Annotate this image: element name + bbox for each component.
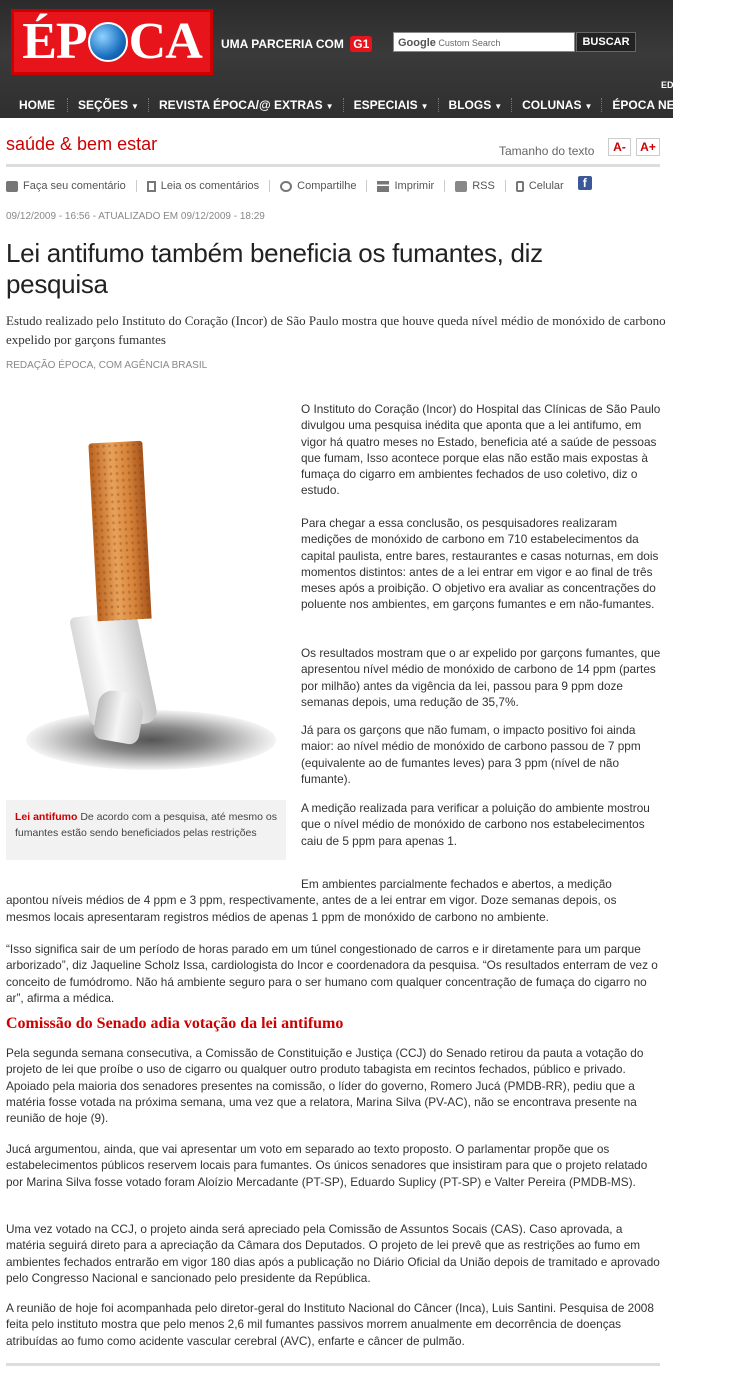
chevron-down-icon: ▼	[494, 102, 503, 111]
paragraph: “Isso significa sair de um período de horas parado em um túnel congestionado de carros e ir diretamente para um parque arborizado”, diz Jaqueline Scholz Issa, cardiologista do Incor e coordenadora da pesquisa. “Os resultados enterram de vez o conceito de fumódromo. Não há ambiente seguro para o ser humano com qualquer concentração de fumaça do cigarro no ar”, afirma a médica.	[6, 942, 658, 1005]
article-byline: REDAÇÃO ÉPOCA, COM AGÊNCIA BRASIL	[6, 360, 208, 371]
rss-icon	[455, 181, 467, 192]
epoca-logo[interactable]	[11, 9, 213, 75]
edition-label[interactable]: ED	[661, 80, 674, 90]
chevron-down-icon: ▼	[420, 102, 429, 111]
paragraph: A reunião de hoje foi acompanhada pelo diretor-geral do Instituto Nacional do Câncer (Inca), Luis Santini. Pesquisa de 2008 feita pelo instituto mostra que pelo menos 2,6 mil fumantes passivos morrem anualmente em decorrência de doenças atribuídas ao fumo como acidente vascular cerebral (AVC), enfarte e câncer de pulmão.	[6, 1301, 654, 1348]
partner-label	[221, 36, 372, 52]
nav-item-epoca-negocios[interactable]: ÉPOCA NEGÓCIOS	[601, 98, 734, 112]
paragraph: Uma vez votado na CCJ, o projeto ainda será apreciado pela Comissão de Assuntos Socais (CAS). Caso aprovada, a matéria seguirá direto para a apreciação da Câmara dos Deputados. O projeto de lei prevê que as restrições ao fumo em ambientes fechados entrarão em vigor 180 dias após a publicação no Diário Oficial da União depois de tramitado e aprovado pelo Congresso Nacional e sancionado pelo presidente da República.	[6, 1222, 660, 1285]
paragraph: A medição realizada para verificar a poluição do ambiente mostrou que o nível médio de monóxido de carbono nos estabelecimentos caiu de 5 ppm para apenas 1.	[301, 801, 650, 848]
facebook-icon[interactable]: f	[578, 176, 592, 190]
nav-item-especiais[interactable]: ESPECIAIS ▼	[343, 98, 438, 112]
share-icon	[280, 181, 292, 192]
divider	[6, 164, 660, 167]
paragraph-rest: apontou níveis médios de 4 ppm e 3 ppm, respectivamente, antes de a lei entrar em vigor. Doze semanas depois, os mesmos locais apresentaram registros médios de apenas 1 ppm de monóxido de carbono no ambiente.	[6, 893, 617, 924]
photo-caption	[6, 800, 286, 860]
main-nav	[7, 93, 723, 117]
chevron-down-icon: ▼	[131, 102, 139, 111]
mobile-link[interactable]: Celular	[505, 180, 574, 192]
share-link[interactable]: Compartilhe	[269, 180, 366, 192]
paragraph: Os resultados mostram que o ar expelido por garçons fumantes, que apresentou nível médio de monóxido de carbono de 14 ppm (partes por milhão) antes da vigência da lei, passou para 9 ppm doze semanas depois, uma redução de 35,7%.	[301, 646, 661, 709]
paragraph: Para chegar a essa conclusão, os pesquisadores realizaram medições de monóxido de carbono em 710 estabelecimentos da capital paulista, entre bares, restaurantes e casas noturnas, em dois momentos distintos: antes de a lei entrar em vigor e ao final de três meses após a proibição. O objetivo era avaliar as concentrações do poluente nos ambientes, em garçons fumantes e em não-fumantes.	[301, 516, 659, 612]
google-logo: Google	[398, 37, 436, 49]
cigarette-filter	[88, 441, 151, 622]
section-subheading: Comissão do Senado adia votação da lei antifumo	[6, 1015, 344, 1032]
chevron-down-icon: ▼	[325, 102, 334, 111]
article-subheadline: Estudo realizado pelo Instituto do Coração (Incor) de São Paulo mostra que houve queda nível médio de monóxido de carbono expelido por garçons fumantes	[6, 313, 666, 347]
print-link[interactable]: Imprimir	[366, 180, 444, 192]
g1-logo[interactable]: G1	[350, 36, 372, 52]
printer-icon	[377, 181, 389, 192]
section-title[interactable]: saúde & bem estar	[6, 134, 158, 154]
document-icon	[147, 181, 156, 192]
logo-text: ÉP CA	[22, 13, 202, 70]
increase-text-size-button[interactable]: A+	[636, 138, 660, 156]
search-input[interactable]	[393, 32, 575, 52]
text-size-label: Tamanho do texto	[499, 144, 595, 158]
filter-texture	[88, 441, 151, 622]
paragraph: Jucá argumentou, ainda, que vai apresentar um voto em separado ao texto proposto. O parlamentar propõe que os estabelecimentos públicos reservem locais para fumantes. Os únicos senadores que insistiram para que o projeto relatado por Marina Silva fosse votado foram Aloízio Mercadante (PT-SP), Eduardo Suplicy (PT-SP) e Valter Pereira (PMDB-MS).	[6, 1142, 648, 1189]
decrease-text-size-button[interactable]: A-	[608, 138, 631, 156]
article-photo	[6, 392, 286, 800]
caption-label: Lei antifumo	[15, 811, 78, 823]
paragraph: O Instituto do Coração (Incor) do Hospital das Clínicas de São Paulo divulgou uma pesquisa inédita que aponta que a lei antifumo, em vigor há quatro meses no Estado, beneficia até a saúde de pessoas que fumam, Isso acontece porque elas não estão mais expostas à fumaça do cigarro em ambientes fechados de uso coletivo, diz o estudo.	[301, 402, 661, 498]
globe-icon	[88, 22, 128, 62]
rss-link[interactable]: RSS	[444, 180, 505, 192]
nav-item-revista[interactable]: REVISTA ÉPOCA/@ EXTRAS ▼	[148, 98, 343, 112]
search-button[interactable]: BUSCAR	[576, 32, 636, 52]
article-toolbar	[6, 176, 666, 196]
nav-item-home[interactable]: HOME	[19, 98, 55, 112]
partner-text: UMA PARCERIA COM	[221, 37, 344, 51]
paragraph: Pela segunda semana consecutiva, a Comissão de Constituição e Justiça (CCJ) do Senado retirou da pauta a votação do projeto de lei que proíbe o uso de cigarro ou qualquer outro produto tabagista em recintos fechados, público e privado. Apoiado pela maioria dos senadores presentes na comissão, o líder do governo, Romero Jucá (PMDB-RR), pediu que a matéria fosse votada na próxima semana, uma vez que a relatora, Marina Silva (PV-AC), não se encontrava presente na reunião de hoje (9).	[6, 1046, 644, 1126]
phone-icon	[516, 181, 524, 192]
nav-item-blogs[interactable]: BLOGS ▼	[438, 98, 512, 112]
page-title: Lei antifumo também beneficia os fumantes, diz pesquisa	[6, 238, 543, 299]
divider	[6, 1363, 660, 1366]
comment-link[interactable]: Faça seu comentário	[6, 180, 136, 192]
read-comments-link[interactable]: Leia os comentários	[136, 180, 269, 192]
nav-item-colunas[interactable]: COLUNAS ▼	[511, 98, 601, 112]
search-placeholder: Custom Search	[438, 38, 501, 48]
paragraph-first-line: Em ambientes parcialmente fechados e abertos, a medição	[301, 877, 612, 891]
site-header	[0, 0, 723, 118]
nav-item-secoes[interactable]: SEÇÕES ▼	[67, 98, 148, 112]
comment-icon	[6, 181, 18, 192]
paragraph: Já para os garçons que não fumam, o impacto positivo foi ainda maior: ao nível médio de monóxido de carbono passou de 7 ppm (equivalente ao de fumantes leves) para 3 ppm (nível de não fumante).	[301, 723, 641, 786]
paragraph	[6, 876, 660, 925]
chevron-down-icon: ▼	[584, 102, 593, 111]
caption-text: De acordo com a pesquisa, até mesmo os fumantes estão sendo beneficiados pelas restrições	[15, 811, 278, 839]
article-dates: 09/12/2009 - 16:56 - ATUALIZADO EM 09/12/2009 - 18:29	[6, 211, 265, 222]
